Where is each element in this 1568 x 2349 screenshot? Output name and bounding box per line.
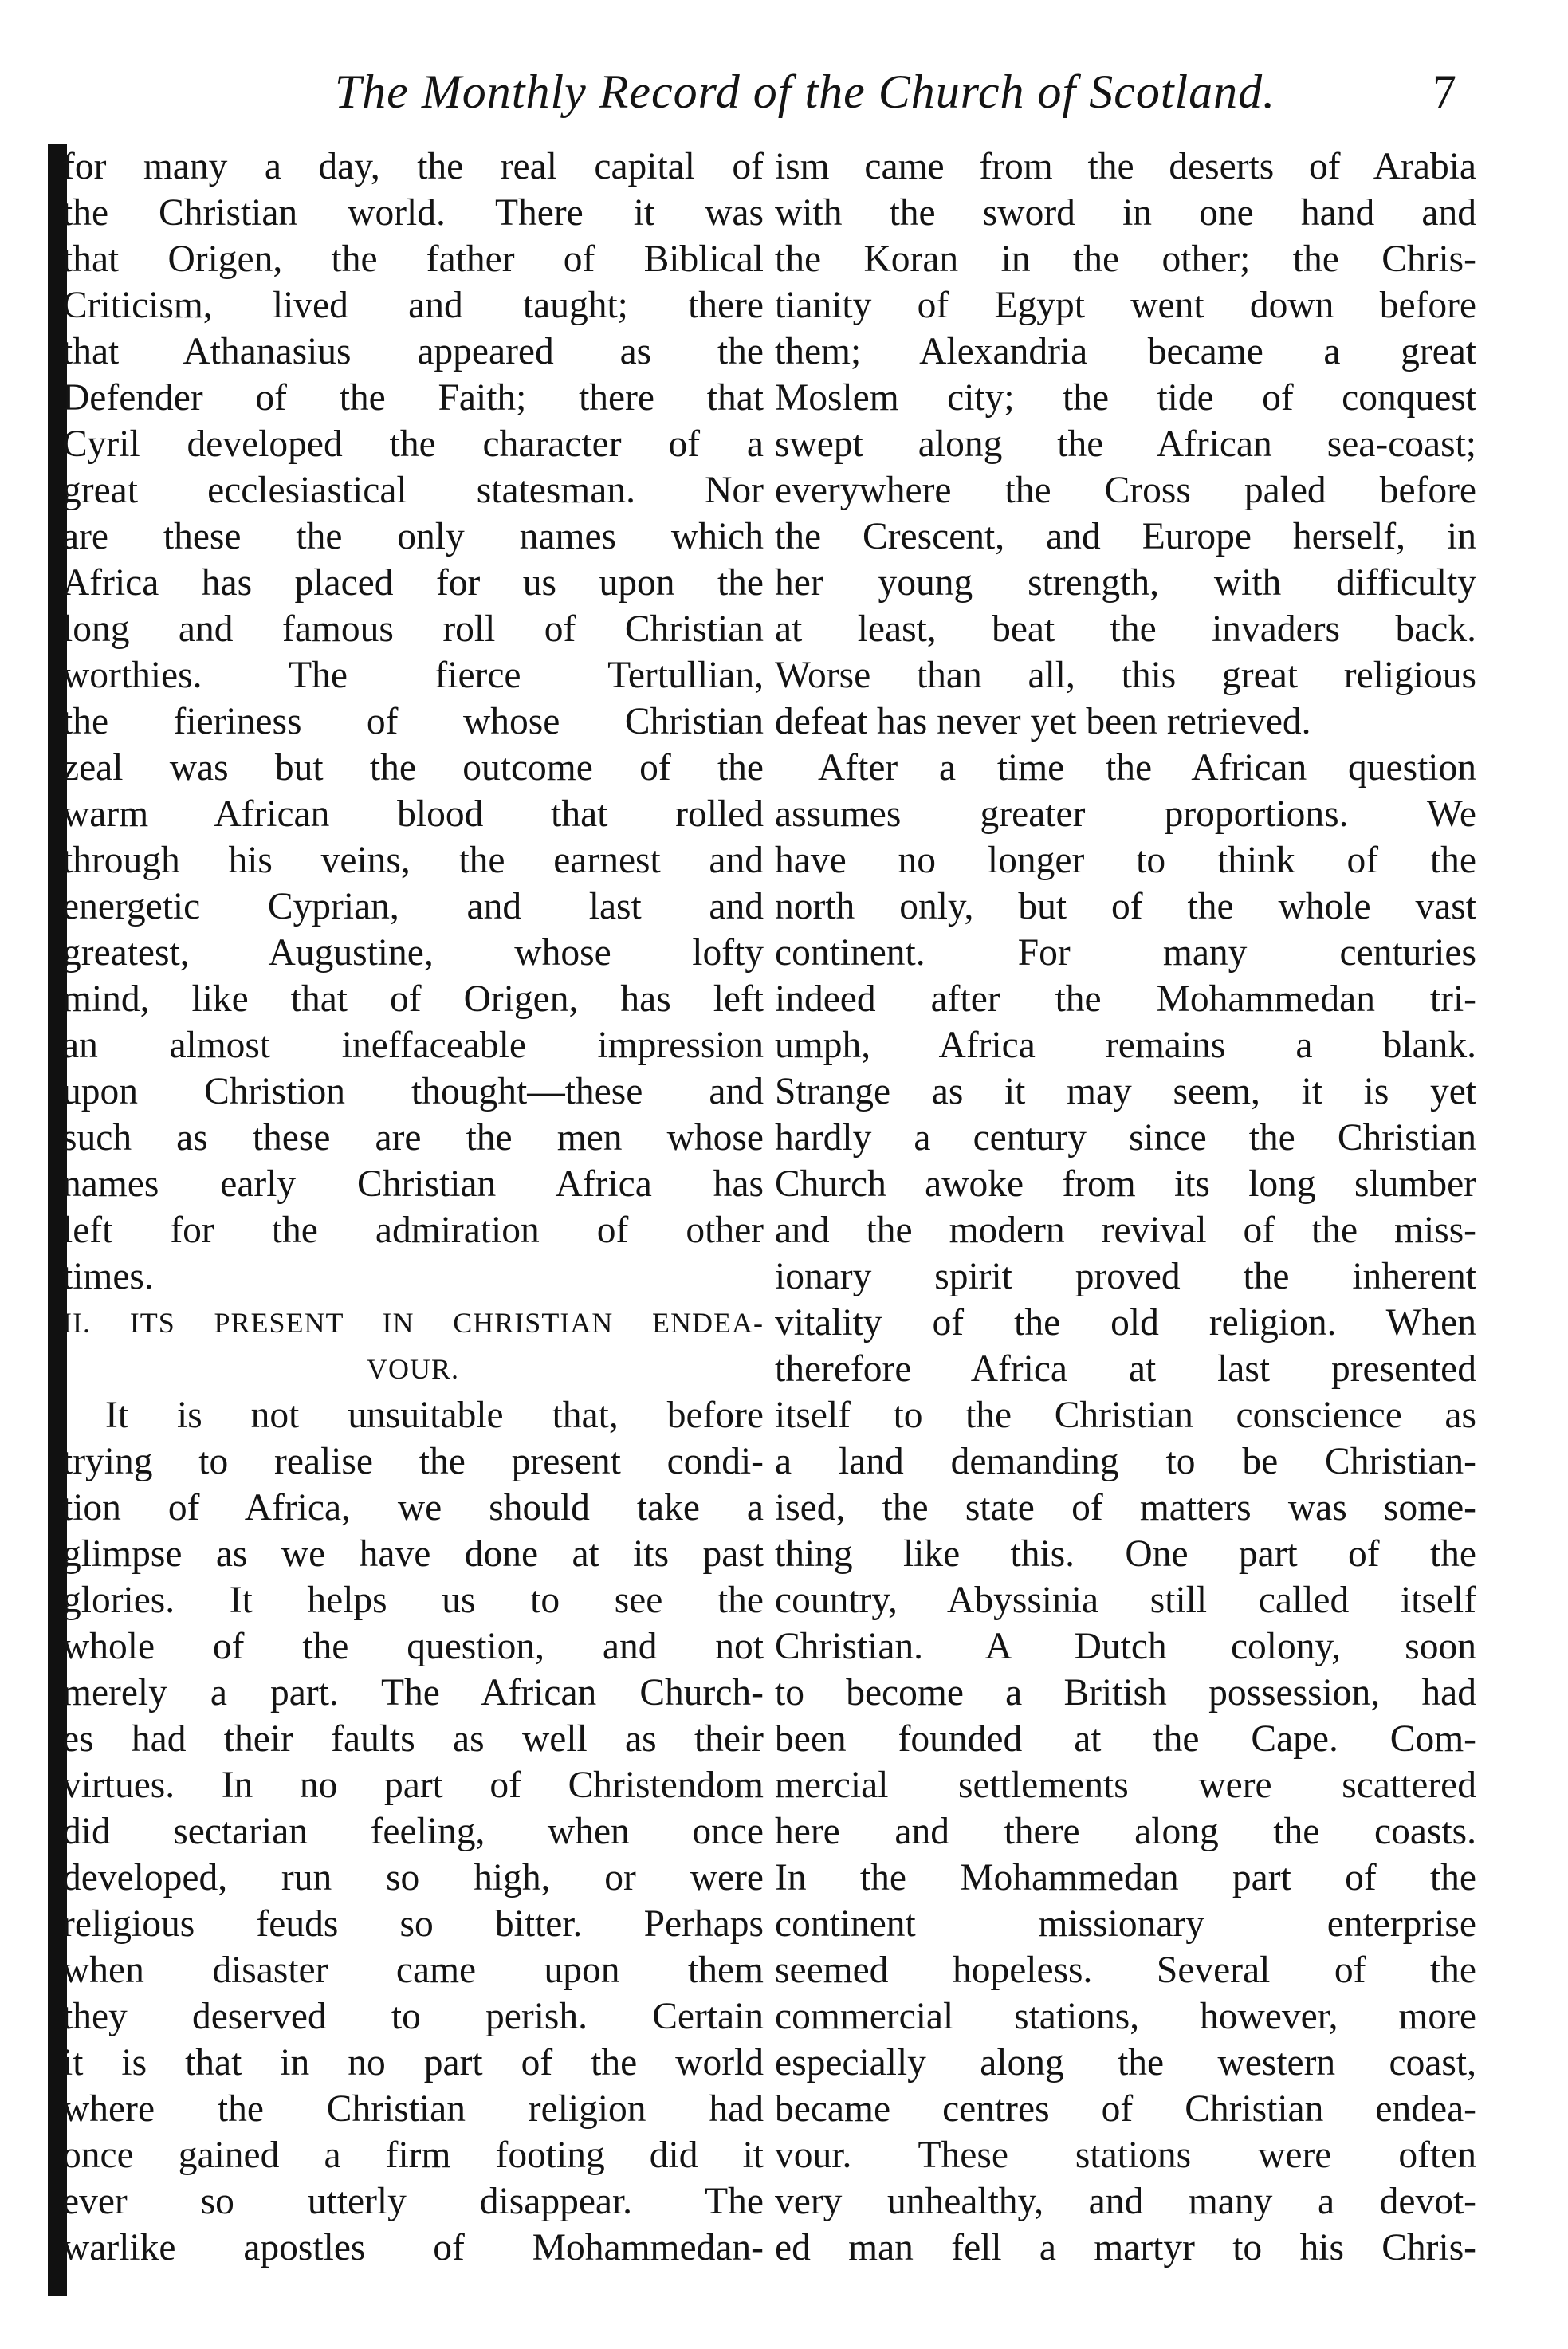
section-heading: II. ITS PRESENT IN CHRISTIAN ENDEA- xyxy=(62,1307,764,1339)
text-line: energetic Cyprian, and last and xyxy=(62,886,764,927)
text-line: assumes greater proportions. We xyxy=(775,793,1476,835)
text-line: After a time the African question xyxy=(818,747,1476,789)
text-line: worthies. The fierce Tertullian, xyxy=(62,655,764,696)
text-line: Strange as it may seem, it is yet xyxy=(775,1071,1476,1112)
running-title: The Monthly Record of the Church of Scotland. xyxy=(334,65,1276,118)
text-line: ised, the state of matters was some- xyxy=(775,1487,1476,1529)
text-line: very unhealthy, and many a devot- xyxy=(775,2181,1476,2222)
text-line: where the Christian religion had xyxy=(62,2088,764,2130)
text-line: Church awoke from its long slumber xyxy=(775,1163,1476,1205)
text-line: trying to realise the present condi- xyxy=(62,1441,764,1482)
text-line: merely a part. The African Church- xyxy=(62,1672,764,1714)
text-line: with the sword in one hand and xyxy=(775,192,1476,234)
text-line: virtues. In no part of Christendom xyxy=(62,1765,764,1806)
text-line: north only, but of the whole vast xyxy=(775,886,1476,927)
text-line: ever so utterly disappear. The xyxy=(62,2181,764,2222)
text-line: country, Abyssinia still called itself xyxy=(775,1580,1476,1621)
text-line: they deserved to perish. Certain xyxy=(62,1996,764,2037)
text-line: them; Alexandria became a great xyxy=(775,331,1476,372)
text-line: upon Christion thought—these and xyxy=(62,1071,764,1112)
text-line: did sectarian feeling, when once xyxy=(62,1811,764,1852)
text-line: it is that in no part of the world xyxy=(62,2042,764,2083)
text-line: left for the admiration of other xyxy=(62,1210,764,1251)
text-line: whole of the question, and not xyxy=(62,1626,764,1667)
text-line: the Crescent, and Europe herself, in xyxy=(775,516,1476,557)
text-line: mind, like that of Origen, has left xyxy=(62,978,764,1020)
text-line: such as these are the men whose xyxy=(62,1117,764,1159)
text-line: greatest, Augustine, whose lofty xyxy=(62,932,764,974)
text-line: that Athanasius appeared as the xyxy=(62,331,764,372)
text-line: been founded at the Cape. Com- xyxy=(775,1718,1476,1760)
text-line: great ecclesiastical statesman. Nor xyxy=(62,470,764,511)
text-line: an almost ineffaceable impression xyxy=(62,1025,764,1066)
text-line: ionary spirit proved the inherent xyxy=(775,1256,1476,1297)
text-line: continent. For many centuries xyxy=(775,932,1476,974)
text-line: es had their faults as well as their xyxy=(62,1718,764,1760)
section-heading-continued: VOUR. xyxy=(366,1353,459,1385)
text-line: especially along the western coast, xyxy=(775,2042,1476,2083)
text-line: ism came from the deserts of Arabia xyxy=(775,146,1476,187)
text-line: tianity of Egypt went down before xyxy=(775,285,1476,326)
text-line: her young strength, with difficulty xyxy=(775,562,1476,604)
text-line: the fieriness of whose Christian xyxy=(62,701,764,742)
text-line: commercial stations, however, more xyxy=(775,1996,1476,2037)
text-line: mercial settlements were scattered xyxy=(775,1765,1476,1806)
text-line: Worse than all, this great religious xyxy=(775,655,1476,696)
text-line: hardly a century since the Christian xyxy=(775,1117,1476,1159)
text-line: and the modern revival of the miss- xyxy=(775,1210,1476,1251)
text-line: In the Mohammedan part of the xyxy=(775,1857,1476,1898)
text-line: warm African blood that rolled xyxy=(62,793,764,835)
text-line: that Origen, the father of Biblical xyxy=(62,238,764,280)
text-line: a land demanding to be Christian- xyxy=(775,1441,1476,1482)
text-line: vour. These stations were often xyxy=(775,2135,1476,2176)
text-line: the Christian world. There it was xyxy=(62,192,764,234)
text-line: defeat has never yet been retrieved. xyxy=(775,701,1311,742)
text-line: at least, beat the invaders back. xyxy=(775,608,1476,650)
text-line: for many a day, the real capital of xyxy=(62,146,764,187)
text-line: itself to the Christian conscience as xyxy=(775,1395,1476,1436)
page-number: 7 xyxy=(1432,65,1456,118)
text-line: long and famous roll of Christian xyxy=(62,608,764,650)
text-line: ed man fell a martyr to his Chris- xyxy=(775,2227,1476,2268)
text-line: zeal was but the outcome of the xyxy=(62,747,764,789)
text-line: have no longer to think of the xyxy=(775,840,1476,881)
text-line: when disaster came upon them xyxy=(62,1950,764,1991)
text-line: times. xyxy=(62,1256,154,1297)
text-line: swept along the African sea-coast; xyxy=(775,423,1476,465)
text-line: It is not unsuitable that, before xyxy=(105,1395,764,1436)
left-column xyxy=(62,144,764,2271)
text-line: names early Christian Africa has xyxy=(62,1163,764,1205)
text-line: thing like this. One part of the xyxy=(775,1533,1476,1575)
text-line: therefore Africa at last presented xyxy=(775,1348,1476,1390)
text-line: umph, Africa remains a blank. xyxy=(775,1025,1476,1066)
text-line: continent missionary enterprise xyxy=(775,1903,1476,1945)
text-line: through his veins, the earnest and xyxy=(62,840,764,881)
text-line: developed, run so high, or were xyxy=(62,1857,764,1898)
text-line: Cyril developed the character of a xyxy=(62,423,764,465)
text-line: everywhere the Cross paled before xyxy=(775,470,1476,511)
text-line: vitality of the old religion. When xyxy=(775,1302,1476,1344)
text-line: Christian. A Dutch colony, soon xyxy=(775,1626,1476,1667)
text-line: Africa has placed for us upon the xyxy=(62,562,764,604)
text-line: seemed hopeless. Several of the xyxy=(775,1950,1476,1991)
text-line: are these the only names which xyxy=(62,516,764,557)
text-line: the Koran in the other; the Chris- xyxy=(775,238,1476,280)
text-line: Defender of the Faith; there that xyxy=(62,377,764,419)
text-line: here and there along the coasts. xyxy=(775,1811,1476,1852)
text-line: glories. It helps us to see the xyxy=(62,1580,764,1621)
text-line: glimpse as we have done at its past xyxy=(62,1533,764,1575)
text-line: once gained a firm footing did it xyxy=(62,2135,764,2176)
text-line: tion of Africa, we should take a xyxy=(62,1487,764,1529)
text-line: to become a British possession, had xyxy=(775,1672,1476,1714)
right-column xyxy=(775,144,1476,2271)
text-line: Criticism, lived and taught; there xyxy=(62,285,764,326)
text-line: Moslem city; the tide of conquest xyxy=(775,377,1476,419)
text-line: warlike apostles of Mohammedan- xyxy=(62,2227,764,2268)
text-line: became centres of Christian endea- xyxy=(775,2088,1476,2130)
text-line: indeed after the Mohammedan tri- xyxy=(775,978,1476,1020)
text-line: religious feuds so bitter. Perhaps xyxy=(62,1903,764,1945)
